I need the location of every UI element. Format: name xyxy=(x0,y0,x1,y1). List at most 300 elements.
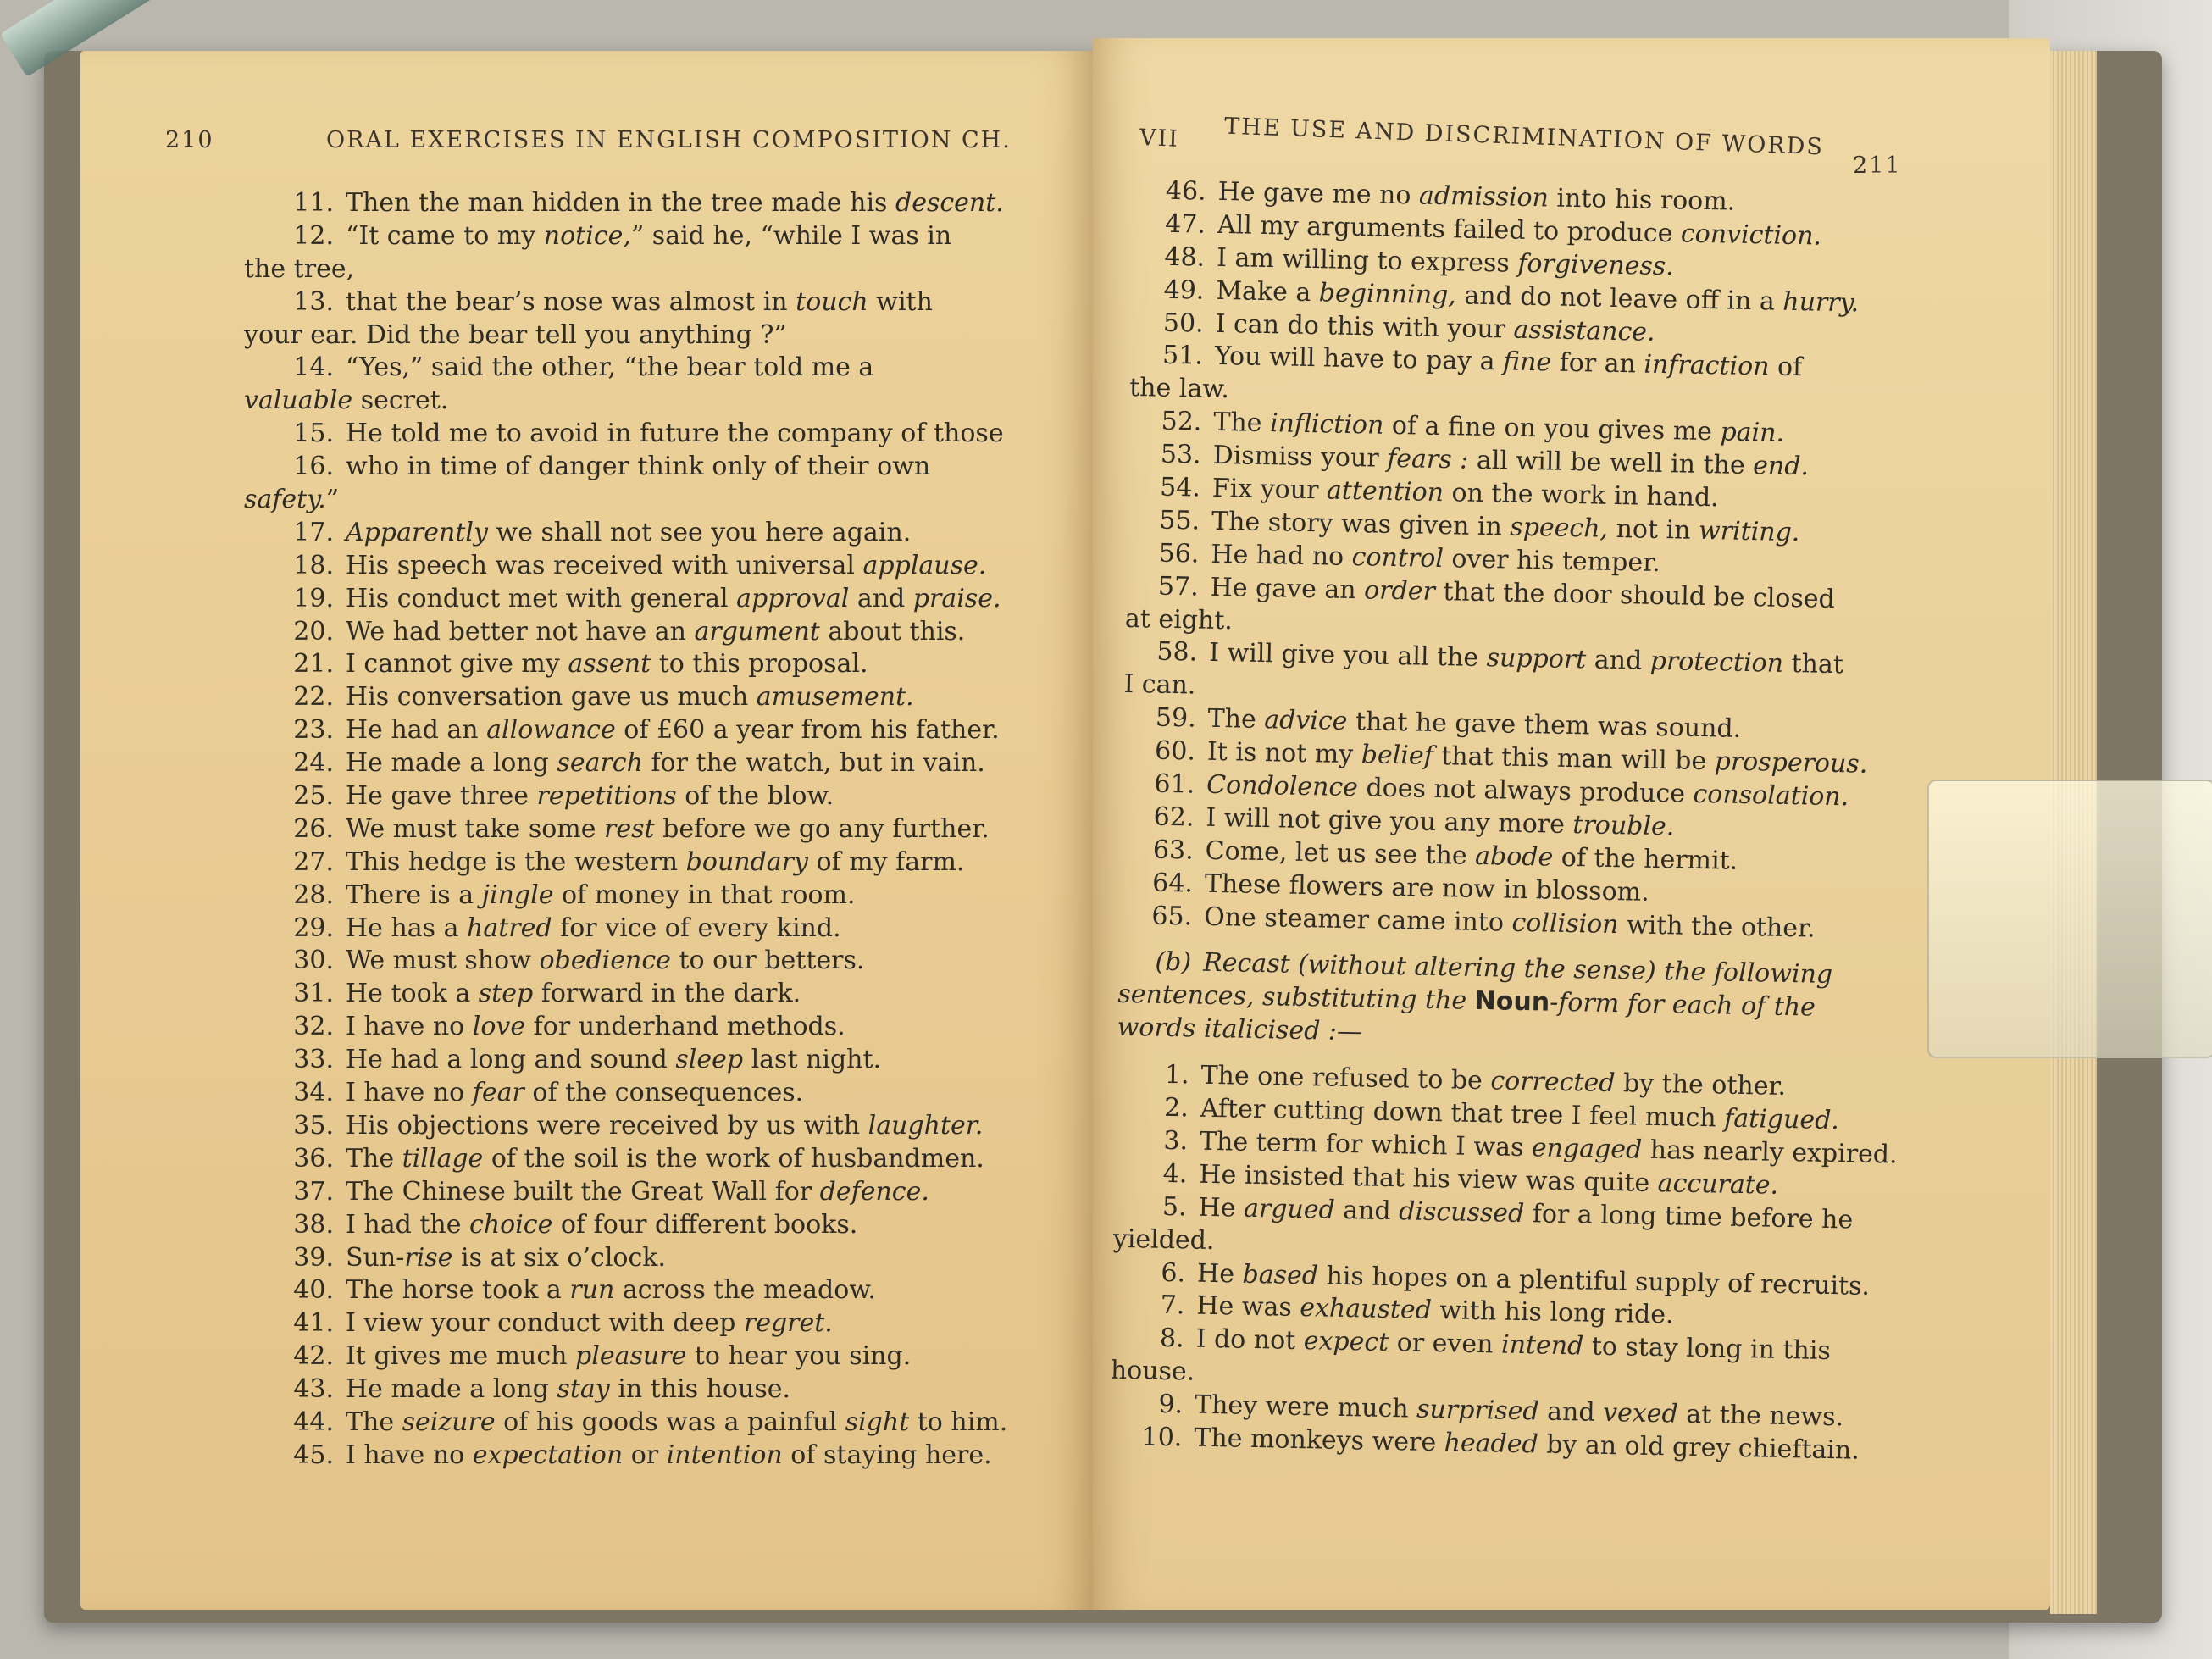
line-text: The xyxy=(346,1407,402,1437)
item-number: 54. xyxy=(1159,472,1201,503)
italic-word: run xyxy=(569,1275,615,1306)
text-line xyxy=(244,550,1000,583)
line-text: I had the xyxy=(346,1209,470,1240)
italic-word: allowance xyxy=(486,715,616,746)
line-text: forward in the dark. xyxy=(533,979,801,1009)
line-text: to our betters. xyxy=(670,946,865,976)
italic-word: forgiveness. xyxy=(1517,248,1675,282)
line-text: You will have to pay a xyxy=(1214,341,1504,377)
italic-word: safety. xyxy=(244,485,326,515)
italic-word: jingle xyxy=(481,879,554,910)
italic-word: notice, xyxy=(543,220,631,251)
text-line xyxy=(244,1274,1000,1307)
line-text: ” said he, “while I was in xyxy=(630,220,952,251)
item-number: 29. xyxy=(293,913,334,943)
line-text: the law. xyxy=(1128,373,1230,405)
italic-word: exhausted xyxy=(1299,1293,1433,1326)
line-text: yielded. xyxy=(1112,1223,1215,1256)
text-line xyxy=(244,1307,1000,1340)
item-number: 21. xyxy=(293,649,334,680)
line-text: into his room. xyxy=(1548,183,1736,217)
line-text: in this house. xyxy=(609,1374,790,1405)
text-line xyxy=(244,1373,1000,1407)
line-text: “Yes,” said the other, “the bear told me a xyxy=(346,352,874,383)
italic-word: rise xyxy=(404,1242,453,1273)
item-number: 53. xyxy=(1160,439,1201,470)
item-number: 52. xyxy=(1161,406,1202,437)
item-number: 5. xyxy=(1161,1191,1187,1223)
text-line xyxy=(244,517,1000,550)
text-line xyxy=(244,1209,1000,1242)
text-line xyxy=(244,385,1000,418)
line-text: It gives me much xyxy=(346,1341,576,1372)
italic-word: headed xyxy=(1444,1428,1539,1460)
text-line xyxy=(244,418,1004,451)
italic-word: end. xyxy=(1752,451,1810,482)
line-text: and xyxy=(1585,645,1651,677)
line-text: that he gave them was sound. xyxy=(1347,707,1742,745)
italic-word: intend xyxy=(1500,1329,1584,1362)
text-line xyxy=(244,913,1000,946)
item-number: 50. xyxy=(1162,308,1204,339)
item-number: 15. xyxy=(293,419,334,449)
text-line xyxy=(244,1044,1000,1077)
line-text: your ear. Did the bear tell you anything ?” xyxy=(244,319,787,350)
line-text: His conversation gave us much xyxy=(346,682,757,713)
right-running-title: THE USE AND DISCRIMINATION OF WORDS xyxy=(1223,113,1825,161)
line-text: I view your conduct with deep xyxy=(346,1308,744,1339)
text-line xyxy=(244,1242,1000,1275)
italic-word: surprised xyxy=(1416,1394,1540,1427)
italic-word: support xyxy=(1486,643,1587,675)
italic-word: fine xyxy=(1502,347,1552,378)
line-text: I can do this with your xyxy=(1215,308,1514,345)
item-number: 51. xyxy=(1161,341,1204,372)
line-text: and do not leave off in a xyxy=(1455,280,1783,317)
item-number: 30. xyxy=(293,946,334,976)
text-line xyxy=(244,187,1004,220)
item-number: 2. xyxy=(1163,1092,1189,1124)
line-text: is at six o’clock. xyxy=(452,1242,666,1273)
italic-word: touch xyxy=(796,286,868,317)
line-text: I cannot give my xyxy=(346,649,568,680)
line-text: of his goods was a painful xyxy=(495,1407,845,1437)
line-text: of the blow. xyxy=(676,781,834,812)
italic-word: infraction xyxy=(1644,350,1770,382)
italic-word: Condolence xyxy=(1206,769,1359,803)
item-number: 64. xyxy=(1151,868,1194,899)
line-text: ” xyxy=(325,485,340,515)
line-text: that the door should be closed xyxy=(1434,576,1836,614)
text-line xyxy=(244,978,1000,1011)
left-running-title: ORAL EXERCISES IN ENGLISH COMPOSITION xyxy=(326,127,953,153)
line-text: These flowers are now in blossom. xyxy=(1204,868,1649,907)
line-text: His objections were received by us with xyxy=(346,1110,868,1140)
line-text: He took a xyxy=(346,979,479,1009)
item-number: 4. xyxy=(1162,1158,1188,1190)
instruction-line-1: (b) Recast (without altering the sense) the following xyxy=(1118,946,1866,993)
line-text: The xyxy=(1213,408,1271,439)
line-text: Dismiss your xyxy=(1212,440,1388,474)
italic-word: attention xyxy=(1326,475,1444,508)
text-line xyxy=(244,1077,1000,1110)
line-text: All my arguments failed to produce xyxy=(1217,209,1682,249)
line-text: of the hermit. xyxy=(1552,842,1738,876)
item-number: 42. xyxy=(293,1341,334,1372)
line-text: The Chinese built the Great Wall for xyxy=(346,1176,820,1207)
line-text: Then the man hidden in the tree made his xyxy=(346,188,895,218)
line-text: at eight. xyxy=(1124,603,1234,635)
line-text: The xyxy=(346,1143,402,1174)
item-number: 26. xyxy=(293,813,334,844)
line-text: of money in that room. xyxy=(553,879,856,910)
italic-word: repetitions xyxy=(536,781,677,812)
line-text: He made a long xyxy=(346,1374,557,1405)
line-text: across the meadow. xyxy=(614,1275,876,1306)
text-line xyxy=(244,1011,1000,1044)
italic-word: expectation xyxy=(472,1440,624,1470)
italic-word: conviction. xyxy=(1680,219,1822,252)
line-text: He made a long xyxy=(346,748,557,779)
line-text: The term for which I was xyxy=(1199,1126,1533,1163)
text-line xyxy=(244,780,1000,813)
item-number: 56. xyxy=(1158,538,1200,569)
line-text: all will be well in the xyxy=(1468,445,1754,481)
item-number: 14. xyxy=(293,352,334,383)
line-text: with his long ride. xyxy=(1431,1296,1674,1330)
line-text: He had no xyxy=(1211,539,1353,572)
italic-word: protection xyxy=(1649,646,1784,680)
glass-clip-right xyxy=(1927,780,2212,1058)
italic-word: vexed xyxy=(1602,1397,1679,1429)
line-text: that this man will be xyxy=(1433,741,1716,777)
line-text: on the work in hand. xyxy=(1443,478,1719,513)
line-text: house. xyxy=(1110,1355,1195,1387)
text-line xyxy=(244,1440,1000,1473)
italic-word: assent xyxy=(568,649,651,680)
line-text: his hopes on a plentiful supply of recruits. xyxy=(1317,1260,1871,1301)
italic-word: belief xyxy=(1361,740,1434,772)
item-number: 31. xyxy=(293,979,334,1009)
line-text: I can. xyxy=(1123,669,1196,701)
italic-word: stay xyxy=(557,1374,610,1405)
item-number: 22. xyxy=(293,682,334,713)
line-text: of a fine on you gives me xyxy=(1383,410,1721,447)
line-text: of the soil is the work of husbandmen. xyxy=(483,1143,984,1174)
item-number: 36. xyxy=(293,1143,334,1174)
line-text: of xyxy=(1769,352,1803,383)
item-number: 25. xyxy=(293,781,334,812)
item-number: 12. xyxy=(293,220,334,251)
line-text: I have no xyxy=(346,1440,473,1470)
italic-word: praise. xyxy=(912,583,1001,613)
line-text: We must show xyxy=(346,946,540,976)
line-text: I am willing to express xyxy=(1216,242,1518,279)
line-text: for a long time before he xyxy=(1523,1198,1854,1235)
item-number: 10. xyxy=(1141,1422,1183,1453)
text-line xyxy=(244,1110,1000,1143)
italic-word: argument xyxy=(694,616,820,646)
line-text: This hedge is the western xyxy=(346,846,686,877)
text-line xyxy=(244,681,1000,714)
italic-word: admission xyxy=(1418,180,1550,214)
italic-word: seizure xyxy=(402,1407,496,1437)
line-text: He gave an xyxy=(1210,572,1365,605)
line-text: who in time of danger think only of their own xyxy=(346,452,931,482)
italic-word: pleasure xyxy=(575,1341,687,1372)
italic-word: writing. xyxy=(1698,515,1800,548)
item-number: 41. xyxy=(293,1308,334,1339)
line-text: “It came to my xyxy=(346,220,544,251)
italic-word: amusement. xyxy=(756,682,914,713)
line-text: The one refused to be xyxy=(1200,1060,1491,1096)
item-number: 65. xyxy=(1151,901,1193,932)
text-line xyxy=(244,945,1000,978)
item-number: 47. xyxy=(1164,208,1206,240)
item-number: 13. xyxy=(293,286,334,317)
text-line xyxy=(244,352,1000,385)
italic-word: sight xyxy=(845,1407,910,1437)
line-text: last night. xyxy=(743,1045,882,1075)
line-text: of staying here. xyxy=(782,1440,992,1470)
italic-word: accurate. xyxy=(1657,1168,1779,1201)
left-chapter-abbrev: CH. xyxy=(962,127,1012,153)
italic-word: engaged xyxy=(1531,1133,1643,1165)
item-number: 55. xyxy=(1159,505,1200,536)
italic-word: argued xyxy=(1243,1193,1336,1225)
item-number: 24. xyxy=(293,748,334,779)
line-text: or xyxy=(623,1440,667,1470)
line-text: of the consequences. xyxy=(524,1078,804,1108)
text-line xyxy=(244,253,1000,286)
line-text: He had a long and sound xyxy=(346,1045,676,1075)
italic-word: approval xyxy=(736,583,850,613)
line-text: He xyxy=(1198,1192,1245,1223)
text-line xyxy=(244,319,1000,352)
italic-word: hurry. xyxy=(1782,286,1860,319)
line-text: Come, let us see the xyxy=(1205,835,1476,871)
text-line xyxy=(244,583,1000,616)
line-text: He xyxy=(1196,1258,1243,1290)
italic-word: control xyxy=(1351,541,1444,574)
text-line xyxy=(244,648,1000,681)
line-text: The xyxy=(1207,704,1265,735)
line-text: or even xyxy=(1388,1328,1502,1360)
line-text: The story was given in xyxy=(1211,506,1511,542)
italic-word: speech, xyxy=(1510,512,1609,544)
line-text: to this proposal. xyxy=(651,649,868,680)
text-line xyxy=(244,1176,1000,1209)
line-text: by an old grey chieftain. xyxy=(1538,1429,1860,1466)
item-number: 34. xyxy=(293,1078,334,1108)
line-text: He insisted that his view was quite xyxy=(1199,1159,1659,1198)
line-text: to him. xyxy=(909,1407,1008,1437)
line-text: we shall not see you here again. xyxy=(487,517,912,547)
line-text: He was xyxy=(1196,1291,1300,1323)
line-text: The monkeys were xyxy=(1194,1423,1444,1458)
right-page-text xyxy=(1109,175,1898,1468)
line-text: of my farm. xyxy=(807,846,965,877)
item-number: 38. xyxy=(293,1209,334,1240)
text-line xyxy=(244,747,1000,780)
item-number: 43. xyxy=(293,1374,334,1405)
italic-word: choice xyxy=(469,1209,553,1240)
item-number: 48. xyxy=(1164,241,1206,273)
line-text: does not always produce xyxy=(1357,773,1694,809)
text-line xyxy=(244,616,1000,649)
line-text: I will not give you any more xyxy=(1206,802,1573,841)
italic-word: defence. xyxy=(819,1176,929,1207)
line-text: for an xyxy=(1550,347,1644,380)
instruction-line-3: words italicised :— xyxy=(1117,1013,1363,1047)
italic-word: Apparently xyxy=(346,517,488,547)
item-number: 62. xyxy=(1153,802,1195,833)
item-number: 35. xyxy=(293,1110,334,1140)
item-number: 40. xyxy=(293,1275,334,1306)
item-number: 11. xyxy=(293,188,334,218)
instruction-line-2: sentences, substituting the Noun-form for each of the xyxy=(1117,979,1816,1024)
italic-word: boundary xyxy=(685,846,808,877)
line-text: with xyxy=(868,286,933,317)
item-number: 61. xyxy=(1154,768,1195,800)
left-page-text xyxy=(244,187,1008,1473)
item-number: 3. xyxy=(1163,1125,1189,1157)
item-number: 60. xyxy=(1154,735,1196,767)
line-text: over his temper. xyxy=(1443,543,1661,578)
line-text: His speech was received with universal xyxy=(346,550,863,580)
text-line xyxy=(244,451,1000,484)
line-text: I will give you all the xyxy=(1208,638,1488,674)
italic-word: regret. xyxy=(743,1308,833,1339)
italic-word: assistance. xyxy=(1513,314,1655,347)
line-text: has nearly expired. xyxy=(1641,1135,1898,1170)
line-text: I have no xyxy=(346,1078,473,1108)
italic-word: collision xyxy=(1511,907,1619,940)
line-text: They were much xyxy=(1194,1390,1417,1424)
italic-word: based xyxy=(1242,1259,1319,1290)
line-text: before we go any further. xyxy=(654,813,990,844)
italic-word: love xyxy=(472,1012,526,1042)
line-text: I do not xyxy=(1195,1323,1305,1357)
line-text: Make a xyxy=(1216,275,1320,308)
line-text: at the news. xyxy=(1677,1399,1844,1433)
line-text: It is not my xyxy=(1206,736,1362,770)
italic-word: expect xyxy=(1303,1326,1389,1358)
line-text: His conduct met with general xyxy=(346,583,737,613)
italic-word: tillage xyxy=(402,1143,484,1174)
item-number: 59. xyxy=(1155,702,1197,734)
line-text: that the bear’s nose was almost in xyxy=(346,286,796,317)
line-text: with the other. xyxy=(1618,909,1816,944)
text-line xyxy=(244,714,1000,747)
item-number: 7. xyxy=(1160,1290,1185,1321)
italic-word: descent. xyxy=(895,188,1004,218)
italic-word: abode xyxy=(1474,841,1554,873)
text-line xyxy=(244,846,1000,879)
italic-word: laughter. xyxy=(868,1110,984,1140)
line-text: Fix your xyxy=(1211,473,1328,506)
item-number: 8. xyxy=(1159,1323,1184,1354)
italic-word: corrected xyxy=(1490,1066,1616,1099)
item-number: 37. xyxy=(293,1176,334,1207)
text-line xyxy=(244,286,1000,319)
italic-word: fear xyxy=(472,1078,524,1108)
text-line xyxy=(244,1340,1000,1373)
italic-word: pain. xyxy=(1720,417,1785,449)
left-page-number: 210 xyxy=(165,127,214,153)
line-text: We must take some xyxy=(346,813,605,844)
item-number: 45. xyxy=(293,1440,334,1470)
italic-word: consolation. xyxy=(1693,779,1849,813)
italic-word: prosperous. xyxy=(1714,746,1868,780)
item-number: 28. xyxy=(293,879,334,910)
line-text: of four different books. xyxy=(552,1209,858,1240)
line-text: Sun- xyxy=(346,1242,405,1273)
line-text: for the watch, but in vain. xyxy=(642,748,985,779)
italic-word: search xyxy=(557,748,643,779)
line-text: The horse took a xyxy=(346,1275,570,1306)
item-number: 6. xyxy=(1161,1257,1186,1288)
line-text: He had an xyxy=(346,715,487,746)
italic-word: fatigued. xyxy=(1723,1103,1840,1136)
italic-word: order xyxy=(1363,575,1436,607)
item-number: 20. xyxy=(293,616,334,646)
line-text: and xyxy=(1538,1396,1604,1428)
item-number: 17. xyxy=(293,517,334,547)
italic-word: beginning, xyxy=(1318,277,1457,311)
line-text: for underhand methods. xyxy=(525,1012,845,1042)
text-line xyxy=(244,220,1000,253)
line-text: that xyxy=(1782,649,1844,680)
italic-word: infliction xyxy=(1269,408,1384,441)
right-chapter-numeral: VII xyxy=(1139,125,1180,153)
line-text: about this. xyxy=(819,616,966,646)
italic-word: valuable xyxy=(244,386,353,416)
item-number: 23. xyxy=(293,715,334,746)
line-text: There is a xyxy=(346,879,482,910)
item-number: 58. xyxy=(1156,637,1198,669)
item-number: 27. xyxy=(293,846,334,877)
item-number: 9. xyxy=(1158,1389,1184,1420)
italic-word: obedience xyxy=(539,946,671,976)
item-number: 19. xyxy=(293,583,334,613)
text-line xyxy=(244,484,1000,517)
line-text: of £60 a year from his father. xyxy=(615,715,1000,746)
italic-word: applause. xyxy=(862,550,987,580)
item-number: 63. xyxy=(1152,835,1195,866)
line-text: to stay long in this xyxy=(1583,1331,1832,1367)
line-text: He has a xyxy=(346,913,468,943)
item-number: 44. xyxy=(293,1407,334,1437)
line-text: After cutting down that tree I feel much xyxy=(1200,1093,1725,1134)
line-text: for vice of every kind. xyxy=(552,913,841,943)
item-number: 33. xyxy=(293,1045,334,1075)
text-line xyxy=(244,813,1000,846)
item-number: 57. xyxy=(1157,571,1200,602)
italic-word: trouble. xyxy=(1572,810,1675,842)
italic-word: intention xyxy=(666,1440,783,1470)
item-number: 32. xyxy=(293,1012,334,1042)
italic-word: sleep xyxy=(675,1045,744,1075)
line-text: He gave me no xyxy=(1217,176,1420,211)
line-text: to hear you sing. xyxy=(686,1341,912,1372)
item-number: 49. xyxy=(1163,275,1205,306)
italic-word: step xyxy=(478,979,534,1009)
item-number: 1. xyxy=(1164,1060,1189,1090)
line-text: the tree, xyxy=(244,253,355,284)
italic-word: discussed xyxy=(1398,1196,1525,1229)
text-line xyxy=(244,879,1000,913)
